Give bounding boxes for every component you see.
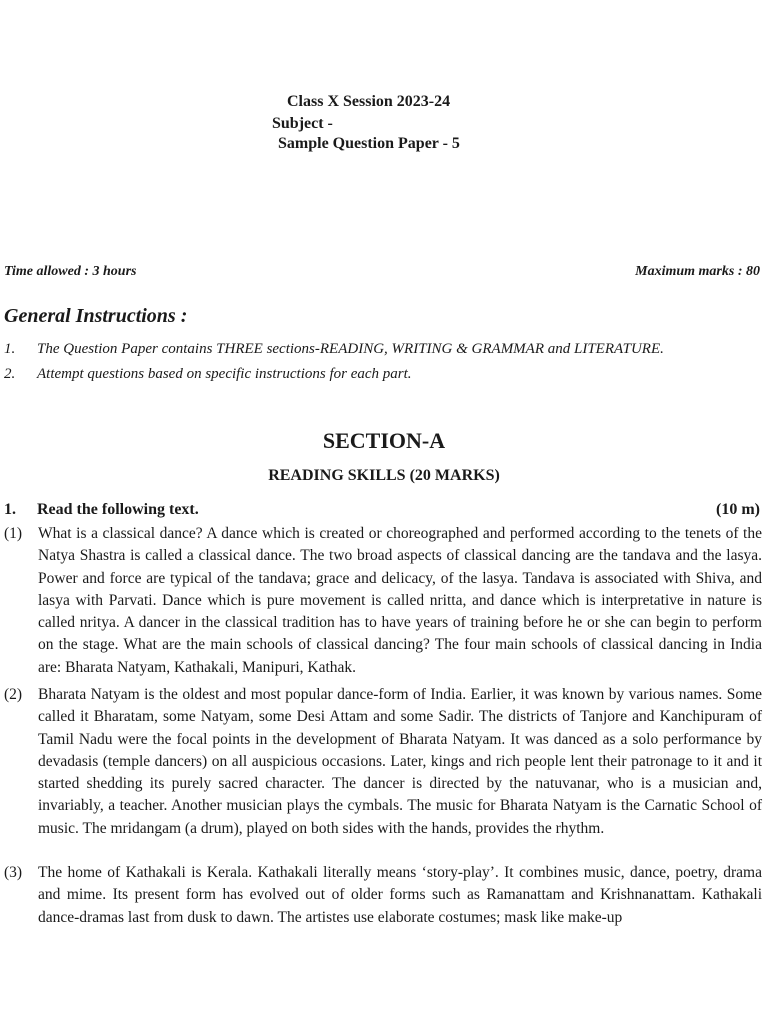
passage-paragraph <box>4 523 762 679</box>
maximum-marks: Maximum marks : 80 <box>635 264 760 279</box>
paper-title: Sample Question Paper - 5 <box>278 135 460 152</box>
passage-paragraph <box>4 684 762 840</box>
paper-subject: Subject - <box>272 115 333 132</box>
section-title: SECTION-A <box>322 428 446 453</box>
paragraph-text: The home of Kathakali is Kerala. Kathakali literally means ‘story-play’. It combines music, dance, poetry, drama and mime. Its present form has evolved out of older forms such as Ramanattam and Krishnanattam. Kathakali dance-dramas last from dusk to dawn. The artistes use elaborate costumes; mask like make-up <box>38 864 762 926</box>
paragraph-number: (1) <box>4 525 23 542</box>
instruction-number: 1. <box>4 341 16 357</box>
section-subtitle: READING SKILLS (20 MARKS) <box>268 467 500 484</box>
instruction-number: 2. <box>4 366 16 382</box>
paragraph-number: (3) <box>4 864 23 881</box>
instruction-text: Attempt questions based on specific instructions for each part. <box>37 366 412 382</box>
instruction-text: The Question Paper contains THREE sections-READING, WRITING & GRAMMAR and LITERATURE. <box>37 341 664 357</box>
question-1-header <box>4 501 760 519</box>
paragraph-text: Bharata Natyam is the oldest and most popular dance-form of India. Earlier, it was known by various names. Some called it Bharatam, some Natyam, some Desi Attam and some Sadir. The districts of Tanjore and Kanchipuram of Tamil Nadu were the focal points in the development of Bharata Natyam. It was danced as a solo performance by devadasis (temple dancers) on all auspicious occasions. Later, kings and rich people lent their patronage to it and it started shedding its purely sacred character. The dancer is directed by the natuvanar, who is a musician and, invariably, a teacher. Another musician plays the cymbals. The music for Bharata Natyam is the Carnatic School of music. The mridangam (a drum), played on both sides with the hands, provides the rhythm. <box>38 686 762 837</box>
question-marks: (10 m) <box>716 501 760 518</box>
time-allowed: Time allowed : 3 hours <box>4 264 137 279</box>
paper-class-session: Class X Session 2023-24 <box>287 93 451 110</box>
question-prompt: Read the following text. <box>37 501 199 518</box>
instruction-item <box>4 341 664 358</box>
instruction-item <box>4 366 412 383</box>
paragraph-number: (2) <box>4 686 23 703</box>
passage-paragraph <box>4 862 762 929</box>
question-number: 1. <box>4 501 16 518</box>
paragraph-text: What is a classical dance? A dance which is created or choreographed and performed according to the tenets of the Natya Shastra is called a classical dance. The two broad aspects of classical dancing are the tandava and the lasya. Power and force are typical of the tandava; grace and delicacy, of the lasya. Tandava is associated with Shiva, and lasya with Parvati. Dance which is pure movement is called nritta, and dance which is interpretative in nature is called nritya. A dancer in the classical tradition has to have years of training before he or she can begin to perform on the stage. What are the main schools of classical dancing? The four main schools of classical dancing in India are: Bharata Natyam, Kathakali, Manipuri, Kathak. <box>38 525 762 676</box>
general-instructions-heading: General Instructions : <box>4 305 188 327</box>
